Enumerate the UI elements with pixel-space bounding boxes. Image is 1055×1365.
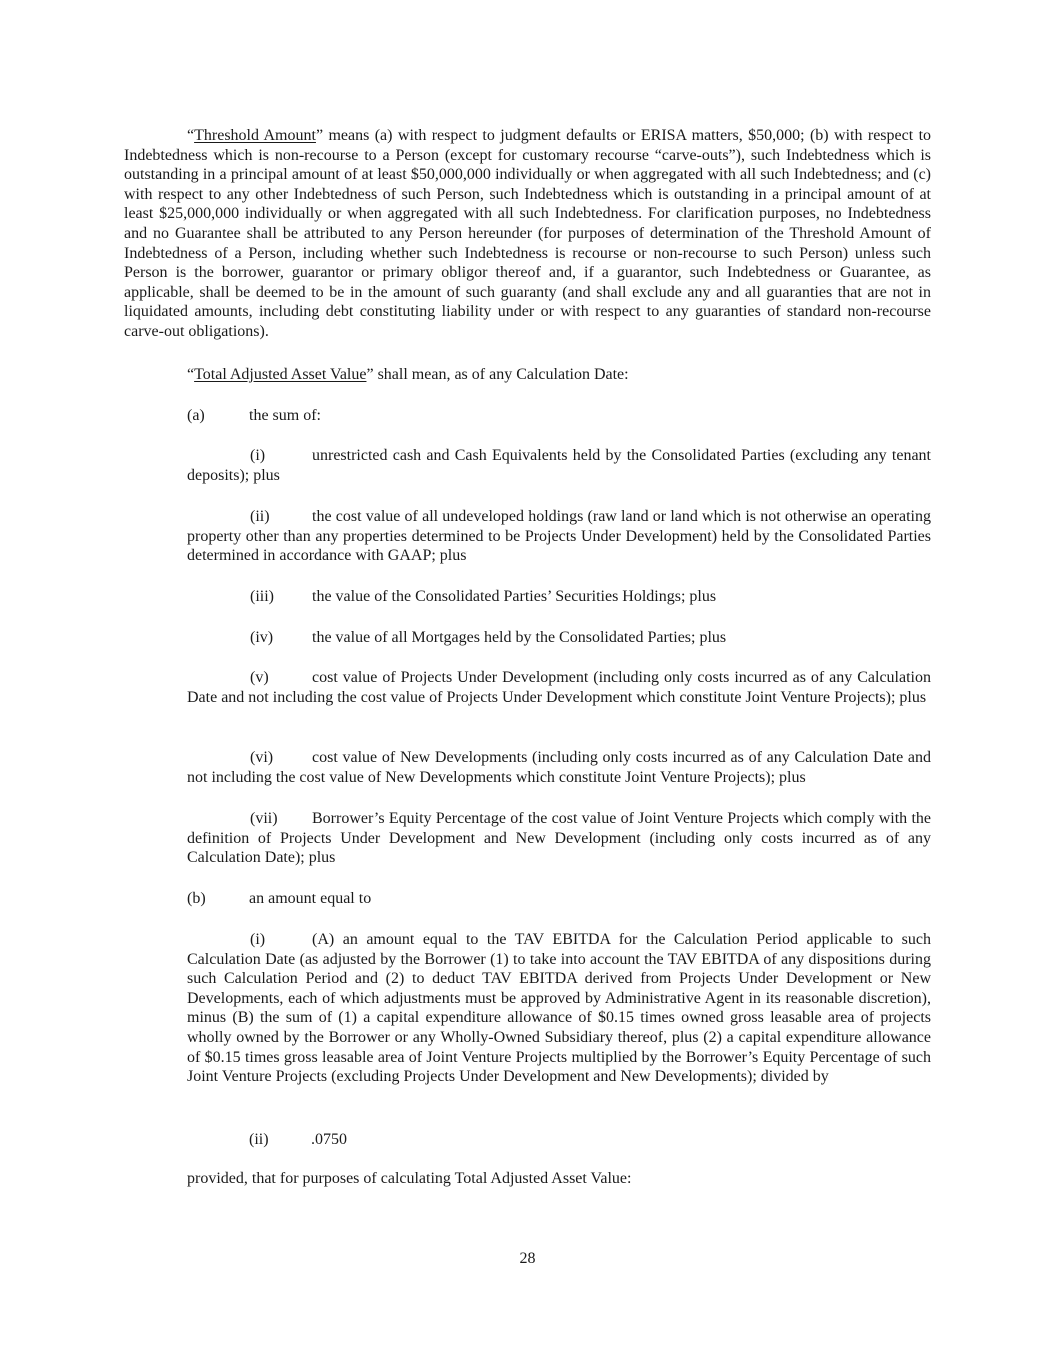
clause-b-item [187, 930, 931, 1087]
item-text: cost value of Projects Under Development (including only costs incurred as of any Calculation Date and not including the cost value of Projects Under Development which constitute Joint Venture Projects); plus [187, 669, 931, 706]
item-label: (iv) [250, 629, 274, 646]
clause-a-text: the sum of: [249, 407, 321, 424]
open-quote: “ [187, 366, 195, 383]
item-label: (i) [250, 931, 266, 948]
clause-a-item [187, 668, 931, 707]
item-text: the cost value of all undeveloped holdings (raw land or land which is not otherwise an operating property other than any properties determined to be Projects Under Development) held by the Consolidated Parties determined in accordance with GAAP; plus [187, 508, 931, 565]
open-quote: “ [187, 127, 195, 144]
defined-term-threshold-amount: Threshold Amount [194, 127, 316, 144]
clause-b-item-text: .0750 [311, 1131, 347, 1148]
defined-term-total-adjusted-asset-value: Total Adjusted Asset Value [194, 366, 367, 383]
clause-a-item [187, 507, 931, 566]
clause-b-text: an amount equal to [249, 890, 372, 907]
item-text: unrestricted cash and Cash Equivalents held by the Consolidated Parties (excluding any tenant deposits); plus [187, 447, 931, 484]
item-text: the value of all Mortgages held by the Consolidated Parties; plus [312, 629, 727, 646]
clause-a-item [187, 748, 931, 787]
item-label: (i) [250, 447, 266, 464]
clause-b-item-label: (ii) [249, 1131, 269, 1148]
clause-a-label: (a) [187, 407, 205, 424]
clause-a-item [187, 587, 931, 607]
proviso-text: provided, that for purposes of calculating Total Adjusted Asset Value: [187, 1170, 632, 1187]
tav-text: ” shall mean, as of any Calculation Date: [366, 366, 629, 383]
item-text: Borrower’s Equity Percentage of the cost value of Joint Venture Projects which comply with the definition of Projects Under Development and New Development (including only costs incurred as of any Calculation Date); plus [187, 810, 931, 867]
threshold-amount-definition [124, 126, 931, 342]
item-label: (vii) [250, 810, 278, 827]
item-text: the value of the Consolidated Parties’ Securities Holdings; plus [312, 588, 717, 605]
item-label: (ii) [250, 508, 270, 525]
page-number: 28 [519, 1250, 536, 1267]
clause-a-item [187, 809, 931, 868]
clause-a-item [187, 446, 931, 485]
item-text: (A) an amount equal to the TAV EBITDA for the Calculation Period applicable to such Calculation Date (as adjusted by the Borrower (1) to take into account the TAV EBITDA of any dispositions during such Calculation Period and (2) to deduct TAV EBITDA derived from Projects Under Development or New Developments, each of which adjustments must be approved by Administrative Agent in its reasonable discretion), minus (B) the sum of (1) a capital expenditure allowance of $0.15 times owned gross leasable area of projects wholly owned by the Borrower or any Wholly-Owned Subsidiary thereof, plus (2) a capital expenditure allowance of $0.15 times gross leasable area of Joint Venture Projects multiplied by the Borrower’s Equity Percentage of such Joint Venture Projects (excluding Projects Under Development and New Developments); divided by [187, 931, 931, 1086]
item-text: cost value of New Developments (including only costs incurred as of any Calculation Date and not including the cost value of New Developments which constitute Joint Venture Projects); plus [187, 749, 931, 786]
total-adjusted-asset-value-definition [187, 365, 931, 385]
item-label: (vi) [250, 749, 274, 766]
threshold-amount-text: ” means (a) with respect to judgment defaults or ERISA matters, $50,000; (b) with respect to Indebtedness which is non-recourse to a Person (except for customary recourse “carve-outs”), such Indebtedness which is outstanding in a principal amount of at least $50,000,000 individually or when aggregated with all such Indebtedness; and (c) with respect to any other Indebtedness of such Person, such Indebtedness which is outstanding in a principal amount of at least $25,000,000 individually or when aggregated with all such Indebtedness. For clarification purposes, no Indebtedness and no Guarantee shall be attributed to any Person hereunder (for purposes of determination of the Threshold Amount of Indebtedness of a Person, including whether such Indebtedness is recourse or non-recourse to such Person) unless such Person is the borrower, guarantor or primary obligor thereof and, if a guarantor, such Indebtedness or Guarantee, as applicable, shall be deemed to be in the amount of such guaranty (and shall exclude any and all guaranties that are not in liquidated amounts, including debt constituting liability under or with respect to any guaranties of standard non-recourse carve-out obligations). [124, 127, 932, 340]
item-label: (v) [250, 669, 269, 686]
clause-a-item [187, 628, 931, 648]
clause-b-label: (b) [187, 890, 206, 907]
item-label: (iii) [250, 588, 274, 605]
